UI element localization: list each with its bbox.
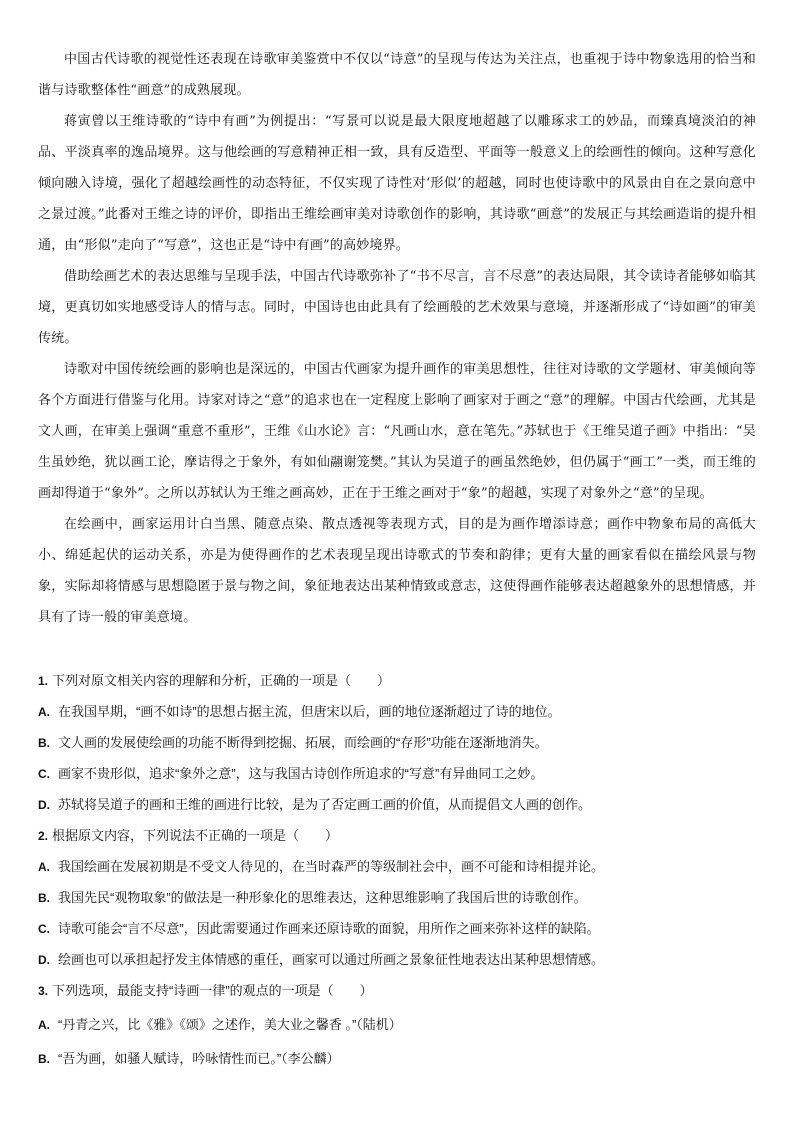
option-letter: A. (38, 860, 50, 874)
option-letter: D. (38, 953, 50, 967)
passage-paragraph: 借助绘画艺术的表达思维与呈现手法，中国古代诗歌弥补了“书不尽言，言不尽意”的表达局限，其令读诗者能够如临其境，更真切如实地感受诗人的情与志。同时，中国诗也由此具有了绘画般的艺术效果与意境，并逐渐形成了“诗如画”的审美传统。 (38, 269, 756, 346)
question-text: 根据原文内容，下列说法不正确的一项是（ ） (52, 828, 339, 843)
option-b (38, 882, 756, 913)
passage-paragraph: 在绘画中，画家运用计白当黑、随意点染、散点透视等表现方式，目的是为画作增添诗意；画作中物象布局的高低大小、绵延起伏的运动关系，亦是为使得画作的艺术表现呈现出诗歌式的节奏和韵律；更有大量的画家看似在描绘风景与物象，实际却将情感与思想隐匿于景与物之间，象征地表达出某种情致或意志，这使得画作能够表达超越象外的思想情感，并具有了诗一般的审美意境。 (38, 517, 756, 625)
passage-paragraph: 蒋寅曾以王维诗歌的“诗中有画”为例提出：“写景可以说是最大限度地超越了以雕琢求工的妙品，而臻真境淡泊的神品、平淡真率的逸品境界。这与他绘画的写意精神正相一致，具有反造型、平面等一般意义上的绘画性的倾向。这种写意化倾向融入诗境，强化了超越绘画性的动态特征，不仅实现了诗性对‘形似’的超越，同时也使诗歌中的风景由自在之景向意中之景过渡。”此番对王维之诗的评价，即指出王维绘画审美对诗歌创作的影响，其诗歌“画意”的发展正与其绘画造诣的提升相通，由“形似”走向了“写意”，这也正是“诗中有画”的高妙境界。 (38, 114, 756, 253)
option-d (38, 789, 756, 820)
question-2 (38, 820, 756, 975)
option-letter: B. (38, 1052, 50, 1066)
option-c (38, 758, 756, 789)
question-1 (38, 665, 756, 820)
question-number: 1. (38, 674, 49, 688)
option-text: 在我国早期，“画不如诗”的思想占据主流，但唐宋以后，画的地位逐渐超过了诗的地位。 (58, 704, 561, 719)
passage-paragraph: 中国古代诗歌的视觉性还表现在诗歌审美鉴赏中不仅以“诗意”的呈现与传达为关注点，也重视于诗中物象选用的恰当和谐与诗歌整体性“画意”的成熟展现。 (38, 52, 756, 98)
question-stem (38, 665, 756, 696)
passage-paragraph: 诗歌对中国传统绘画的影响也是深远的，中国古代画家为提升画作的审美思想性，往往对诗歌的文学题材、审美倾向等各个方面进行借鉴与化用。诗家对诗之“意”的追求也在一定程度上影响了画家对于画之“意”的理解。中国古代绘画，尤其是文人画，在审美上强调“重意不重形”，王维《山水论》言：“凡画山水，意在笔先。”苏轼也于《王维吴道子画》中指出：“吴生虽妙绝，犹以画工论，摩诘得之于象外，有如仙翮谢笼樊。”其认为吴道子的画虽然绝妙，但仍属于“画工”一类，而王维的画却得道于“象外”。之所以苏轼认为王维之画高妙，正在于王维之画对于“象”的超越，实现了对象外之“意”的呈现。 (38, 362, 756, 501)
option-text: 画家不贵形似，追求“象外之意”，这与我国古诗创作所追求的“写意”有异曲同工之妙。 (58, 766, 544, 781)
option-letter: A. (38, 1018, 50, 1032)
option-b (38, 727, 756, 758)
option-text: 苏轼将吴道子的画和王维的画进行比较，是为了否定画工画的价值，从而提倡文人画的创作。 (58, 797, 592, 812)
question-number: 2. (38, 829, 49, 843)
option-text: 诗歌可能会“言不尽意”，因此需要通过作画来还原诗歌的面貌，用所作之画来弥补这样的缺陷。 (58, 921, 600, 936)
question-text: 下列选项，最能支持“诗画一律”的观点的一项是（ ） (52, 983, 373, 998)
question-stem (38, 820, 756, 851)
option-a (38, 1009, 756, 1040)
option-letter: B. (38, 736, 50, 750)
option-text: 我国先民“观物取象”的做法是一种形象化的思维表达，这种思维影响了我国后世的诗歌创作。 (58, 890, 587, 905)
reading-passage (38, 44, 756, 633)
option-b (38, 1043, 756, 1074)
option-text: 绘画也可以承担起抒发主体情感的重任，画家可以通过所画之景象征性地表达出某种思想情感。 (58, 952, 605, 967)
option-c (38, 913, 756, 944)
option-letter: C. (38, 767, 50, 781)
question-list (38, 665, 756, 1074)
option-a (38, 851, 756, 882)
option-letter: B. (38, 891, 50, 905)
option-letter: C. (38, 922, 50, 936)
question-3 (38, 975, 756, 1074)
option-d (38, 944, 756, 975)
question-text: 下列对原文相关内容的理解和分析，正确的一项是（ ） (52, 673, 391, 688)
option-letter: A. (38, 705, 50, 719)
question-number: 3. (38, 984, 49, 998)
option-text: 我国绘画在发展初期是不受文人待见的，在当时森严的等级制社会中，画不可能和诗相提并论。 (58, 859, 605, 874)
option-text: 文人画的发展使绘画的功能不断得到挖掘、拓展，而绘画的“存形”功能在逐渐地消失。 (58, 735, 548, 750)
option-a (38, 696, 756, 727)
question-stem (38, 975, 756, 1006)
option-letter: D. (38, 798, 50, 812)
option-text: “吾为画，如骚人赋诗，吟咏情性而已。”（李公麟） (58, 1051, 340, 1066)
option-text: “丹青之兴，比《雅》《颂》之述作，美大业之馨香 。”（陆机） (58, 1017, 402, 1032)
